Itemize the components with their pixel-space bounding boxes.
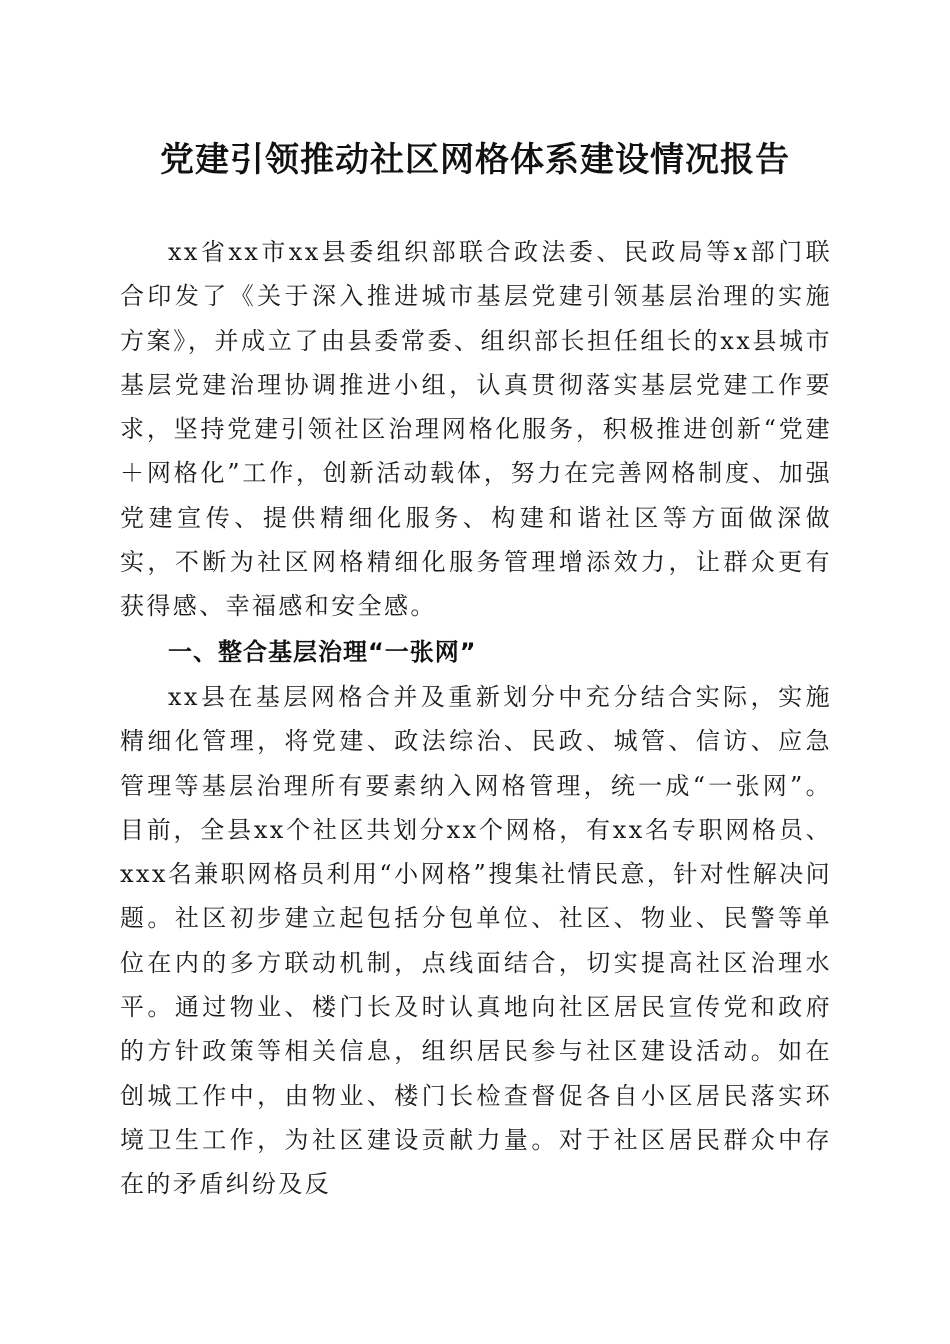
paragraph-intro: xx省xx市xx县委组织部联合政法委、民政局等x部门联合印发了《关于深入推进城市基层党建引领基层治理的实施方案》，并成立了由县委常委、组织部长担任组长的xx县城市基层党建治理协调推进小组，认真贯彻落实基层党建工作要求，坚持党建引领社区治理网格化服务，积极推进创新“党建＋网格化”工作，创新活动载体，努力在完善网格制度、加强党建宣传、提供精细化服务、构建和谐社区等方面做深做实，不断为社区网格精细化服务管理增添效力，让群众更有获得感、幸福感和安全感。: [120, 238, 832, 621]
document-title: 党建引领推动社区网格体系建设情况报告: [160, 140, 790, 180]
section-heading-1: 一、整合基层治理“一张网”: [168, 638, 477, 666]
paragraph-section-1: xx县在基层网格合并及重新划分中充分结合实际，实施精细化管理，将党建、政法综治、民政、城管、信访、应急管理等基层治理所有要素纳入网格管理，统一成“一张网”。目前，全县xx个社区共划分xx个网格，有xx名专职网格员、xxx名兼职网格员利用“小网格”搜集社情民意，针对性解决问题。社区初步建立起包括分包单位、社区、物业、民警等单位在内的多方联动机制，点线面结合，切实提高社区治理水平。通过物业、楼门长及时认真地向社区居民宣传党和政府的方针政策等相关信息，组织居民参与社区建设活动。如在创城工作中，由物业、楼门长检查督促各自小区居民落实环境卫生工作，为社区建设贡献力量。对于社区居民群众中存在的矛盾纠纷及反: [120, 683, 832, 1199]
